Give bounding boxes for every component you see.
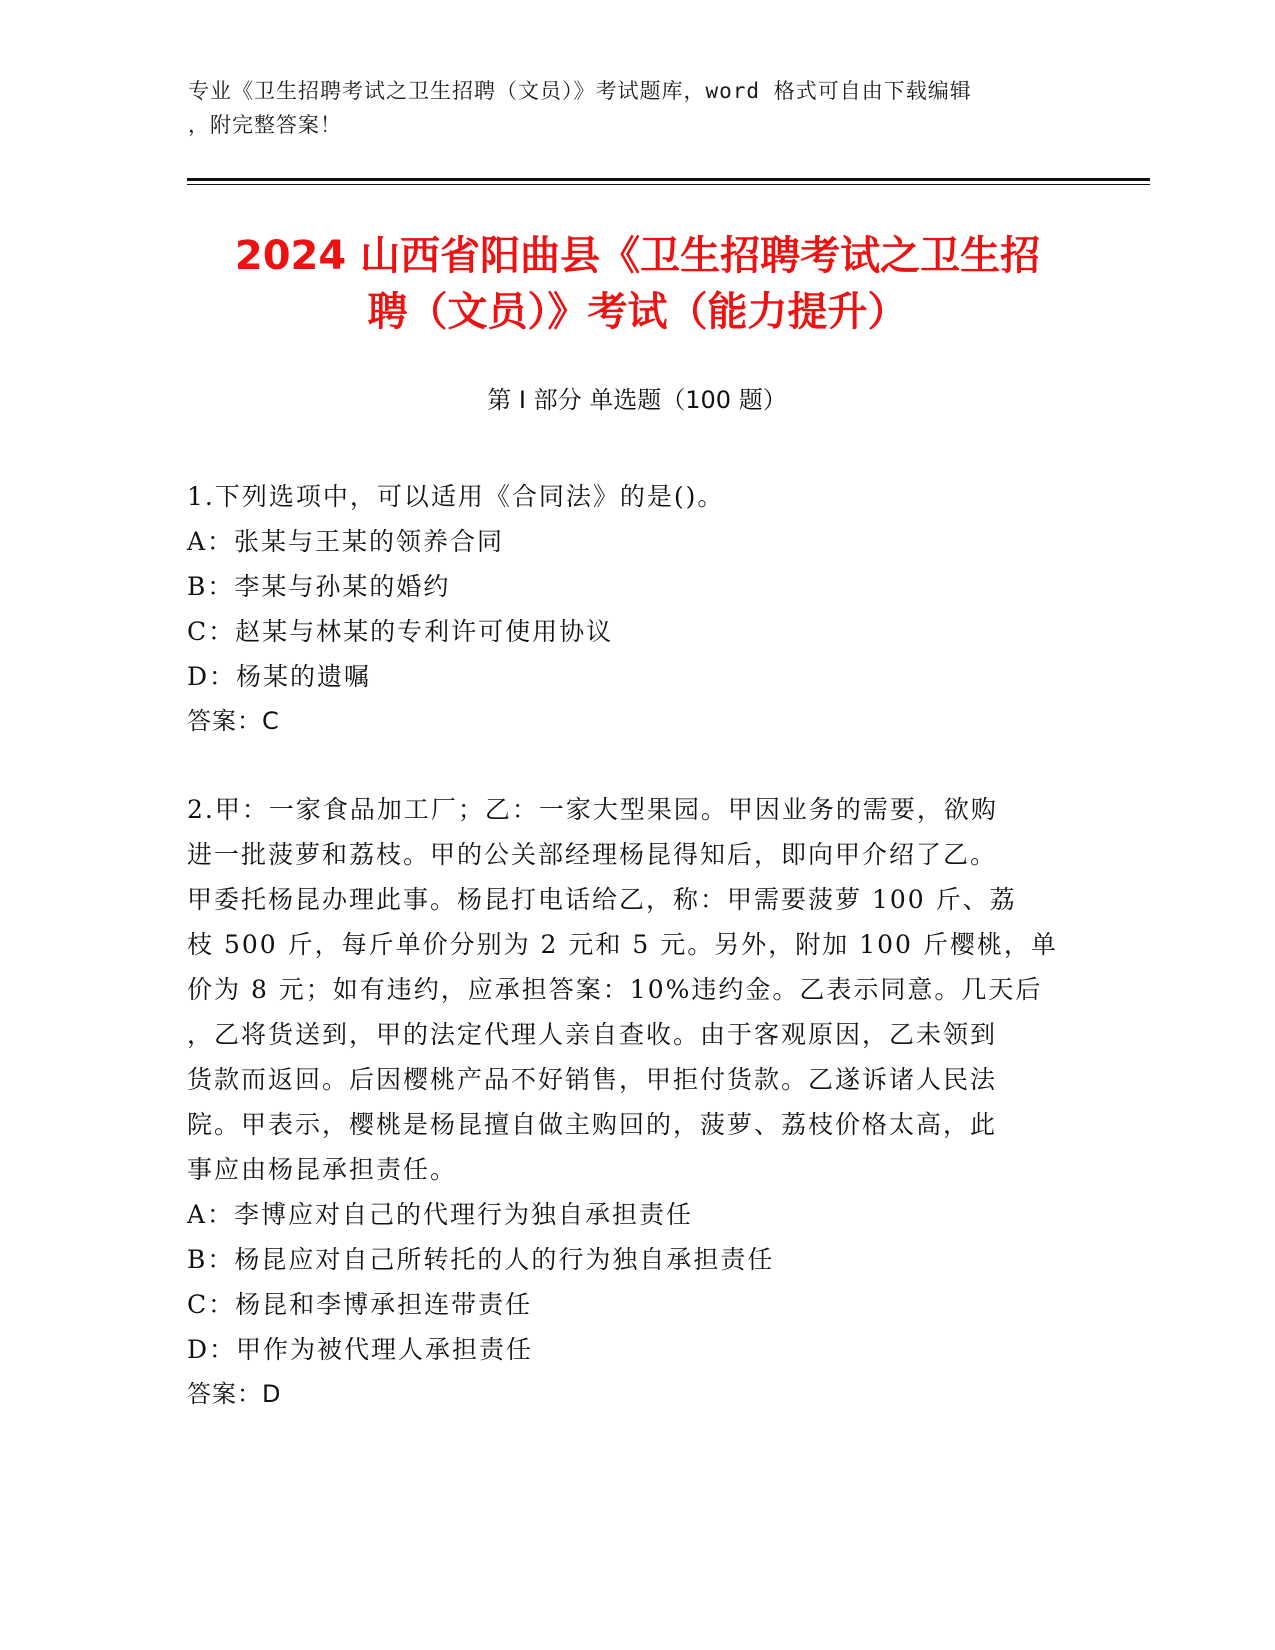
option-c: C：赵某与林某的专利许可使用协议	[187, 617, 614, 646]
question-stem-line: 甲委托杨昆办理此事。杨昆打电话给乙，称：甲需要菠萝 100 斤、荔	[187, 885, 1017, 914]
answer-line: 答案：C	[187, 707, 280, 735]
question-stem-line: 价为 8 元；如有违约，应承担答案：10%违约金。乙表示同意。几天后	[187, 975, 1043, 1004]
option-b: B：李某与孙某的婚约	[187, 572, 451, 601]
section-heading: 第 I 部分 单选题（100 题）	[487, 386, 787, 414]
question-stem-line: 院。甲表示，樱桃是杨昆擅自做主购回的，菠萝、荔枝价格太高，此	[187, 1110, 998, 1139]
document-title	[160, 228, 1115, 340]
option-b: B：杨昆应对自己所转托的人的行为独自承担责任	[187, 1245, 775, 1274]
question-stem-line: 事应由杨昆承担责任。	[187, 1155, 458, 1184]
question-stem-line: 枝 500 斤，每斤单价分别为 2 元和 5 元。另外，附加 100 斤樱桃，单	[187, 930, 1058, 959]
option-a: A：张某与王某的领养合同	[187, 527, 505, 556]
question-stem-line: 进一批菠萝和荔枝。甲的公关部经理杨昆得知后，即向甲介绍了乙。	[187, 840, 998, 869]
option-c: C：杨昆和李博承担连带责任	[187, 1290, 533, 1319]
question-1	[187, 474, 1067, 744]
document-title-line-1: 2024 山西省阳曲县《卫生招聘考试之卫生招	[234, 233, 1041, 279]
header-note-line-2: ，附完整答案！	[188, 113, 342, 137]
answer-line: 答案：D	[187, 1380, 282, 1408]
option-a: A：李博应对自己的代理行为独自承担责任	[187, 1200, 694, 1229]
header-note-line-1: 专业《卫生招聘考试之卫生招聘（文员）》考试题库，word 格式可自由下载编辑	[188, 79, 972, 103]
question-stem-line: 1.下列选项中，可以适用《合同法》的是()。	[187, 482, 725, 511]
document-title-line-2: 聘（文员）》考试（能力提升）	[367, 289, 908, 335]
header-divider-thick	[187, 178, 1150, 181]
question-stem-line: 货款而返回。后因樱桃产品不好销售，甲拒付货款。乙遂诉诸人民法	[187, 1065, 998, 1094]
option-d: D：杨某的遗嘱	[187, 662, 372, 691]
header-note	[188, 74, 1068, 142]
question-stem-line: ，乙将货送到，甲的法定代理人亲自查收。由于客观原因，乙未领到	[187, 1020, 998, 1049]
option-d: D：甲作为被代理人承担责任	[187, 1335, 534, 1364]
question-stem-line: 2.甲：一家食品加工厂；乙：一家大型果园。甲因业务的需要，欲购	[187, 795, 998, 824]
header-divider-thin	[187, 184, 1150, 185]
question-2	[187, 787, 1067, 1417]
